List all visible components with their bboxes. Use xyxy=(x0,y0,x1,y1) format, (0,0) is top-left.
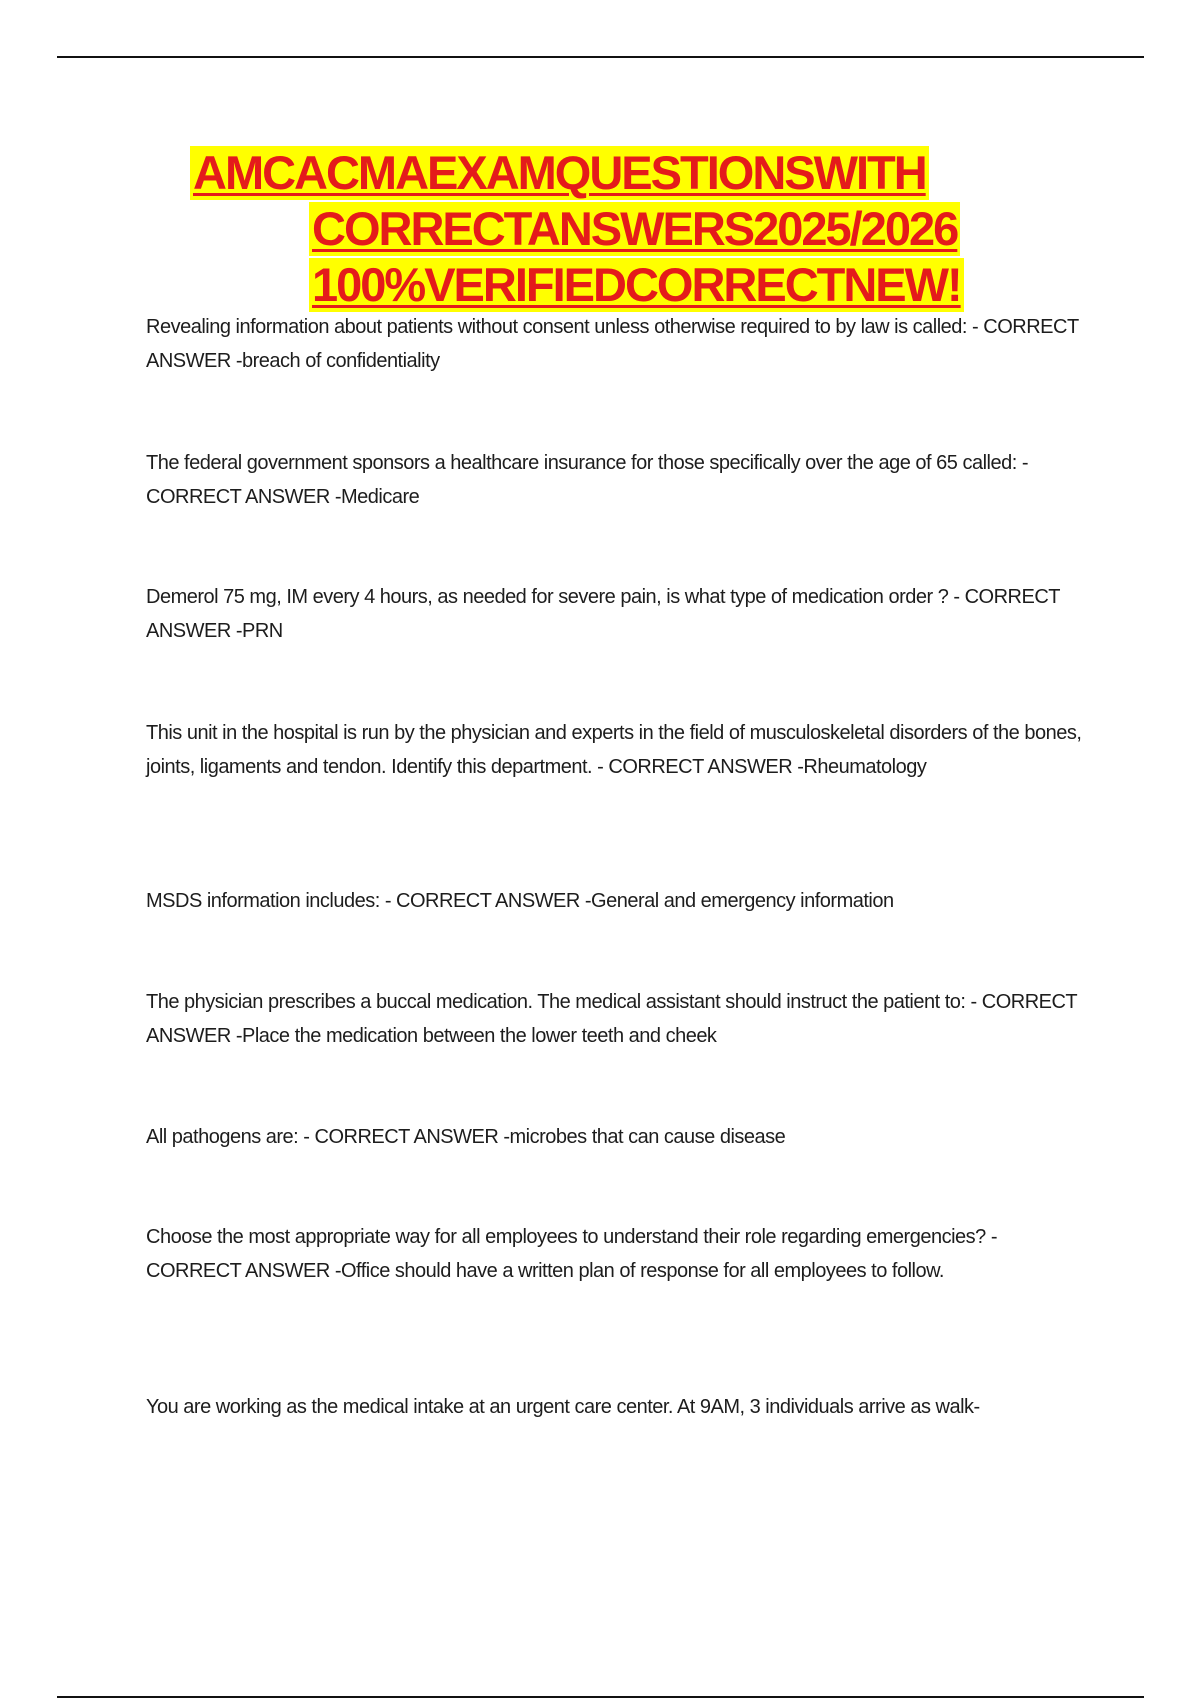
answer-separator: - CORRECT ANSWER - xyxy=(146,586,1060,642)
qa-item-3 xyxy=(146,580,1096,648)
bottom-rule xyxy=(57,1696,1144,1698)
qa-item-8 xyxy=(146,1220,1096,1288)
answer-text: Medicare xyxy=(340,486,420,508)
answer-text: PRN xyxy=(242,620,283,642)
answer-separator: - CORRECT ANSWER - xyxy=(379,890,592,912)
top-rule xyxy=(57,56,1144,58)
qa-item-9 xyxy=(146,1390,1096,1424)
qa-item-7 xyxy=(146,1120,1096,1154)
answer-text: breach of confidentiality xyxy=(242,350,440,372)
qa-item-2 xyxy=(146,446,1096,514)
answer-separator: - CORRECT ANSWER - xyxy=(146,1226,997,1282)
answer-text: Place the medication between the lower teeth and cheek xyxy=(242,1025,717,1047)
answer-text: Rheumatology xyxy=(803,756,927,778)
answer-text: microbes that can cause disease xyxy=(509,1126,786,1148)
question-text: You are working as the medical intake at an urgent care center. At 9AM, 3 individuals arrive as walk- xyxy=(146,1396,980,1418)
answer-separator: - CORRECT ANSWER - xyxy=(592,756,804,778)
question-text: All pathogens are: xyxy=(146,1126,299,1148)
question-text: Choose the most appropriate way for all employees to understand their role regarding emergencies? xyxy=(146,1226,986,1248)
title-line-1: AMCACMAEXAMQUESTIONSWITH xyxy=(190,146,929,200)
question-text: MSDS information includes: xyxy=(146,890,380,912)
answer-separator: - CORRECT ANSWER - xyxy=(146,991,1077,1047)
qa-item-6 xyxy=(146,985,1096,1053)
qa-item-5 xyxy=(146,884,1096,918)
question-text: The physician prescribes a buccal medication. The medical assistant should instruct the patient to: xyxy=(146,991,966,1013)
answer-separator: - CORRECT ANSWER - xyxy=(146,316,1079,372)
title-line-2: CORRECTANSWERS2025/2026 xyxy=(309,202,960,256)
title-line-3: 100%VERIFIEDCORRECTNEW! xyxy=(309,258,964,312)
question-text: The federal government sponsors a healthcare insurance for those specifically over the age of 65 called: xyxy=(146,452,1017,474)
qa-item-4 xyxy=(146,716,1096,784)
answer-separator: - CORRECT ANSWER - xyxy=(146,452,1028,508)
answer-text: General and emergency information xyxy=(591,890,894,912)
question-text: Revealing information about patients without consent unless otherwise required to by law is called: xyxy=(146,316,967,338)
question-text: This unit in the hospital is run by the physician and experts in the field of musculoskeletal disorders of the bones, joints, ligaments and tendon. Identify this department. xyxy=(146,722,1082,778)
answer-separator: - CORRECT ANSWER - xyxy=(298,1126,510,1148)
answer-text: Office should have a written plan of response for all employees to follow. xyxy=(340,1260,944,1282)
question-text: Demerol 75 mg, IM every 4 hours, as needed for severe pain, is what type of medication order ? xyxy=(146,586,949,608)
qa-item-1 xyxy=(146,310,1096,378)
